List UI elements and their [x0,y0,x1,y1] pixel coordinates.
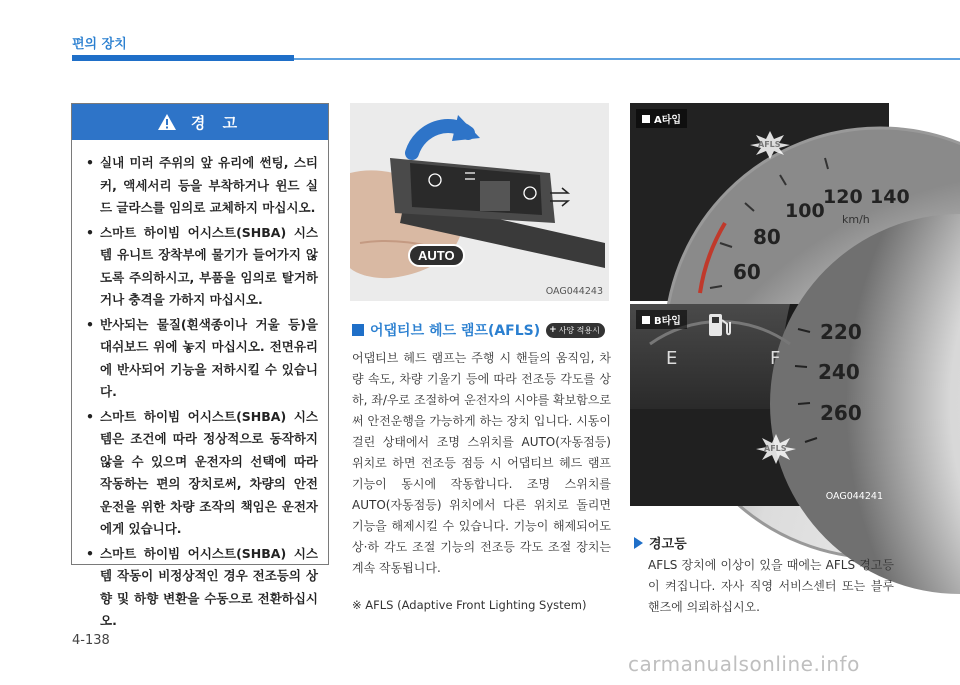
warning-light-heading [634,533,687,552]
header-bar [72,55,294,61]
warning-light-title: 경고등 [649,537,687,552]
speed-label: 60 [733,260,761,284]
type-tag [636,109,687,128]
figure-caption: OAG044241 [825,491,883,502]
plus-icon: + [549,325,557,335]
fuel-pump-icon [706,312,732,338]
afls-note: ※ AFLS (Adaptive Front Lighting System) [352,598,587,612]
afls-description: 어댑티브 헤드 램프는 주행 시 핸들의 움직임, 차량 속도, 차량 기울기 등에 따라 전조등 각도를 상하, 좌/우로 조절하여 운전자의 시야를 확보함으로써 안전운행을 가능하게 하는 장치 입니다. 시동이 걸린 상태에서 조명 스위치를 AUTO(자동점등) 위치로 하면 전조등 점등 시 어댑티브 헤드 램프 기능이 동시에 작동합니다. 조명 스위치를 AUTO(자동점등) 위치에서 다른 위치로 돌리면 기능을 해제시킬 수 있습니다. 기능이 해제되어도 상·하 각도 조절 기능의 전조등 각도 조절 장치는 계속 작동됩니다. [352,351,611,575]
speed-label: 80 [753,225,781,249]
light-switch-figure [350,103,609,301]
afls-warning-label: AFLS [764,444,787,453]
warning-triangle-icon [157,113,177,131]
speed-label: 100 [785,200,825,222]
header-rule [294,58,960,60]
afls-section-title [352,320,605,340]
warning-title: 경 고 [190,113,244,132]
speed-unit: km/h [842,213,870,226]
warning-item: • 실내 미러 주위의 앞 유리에 썬팅, 스티커, 액세서리 등을 부착하거나 윈드 실드 글라스를 임의로 교체하지 마십시오. [86,152,318,220]
speed-label: 220 [820,320,862,344]
section-header-title: 편의 장치 [72,37,127,52]
fuel-full-label: F [770,348,781,369]
warning-item: • 반사되는 물질(흰색종이나 거울 등)을 대쉬보드 위에 놓지 마십시오. 전면유리에 반사되어 기능을 저하시킬 수 있습니다. [86,314,318,404]
triangle-bullet-icon [634,537,643,549]
speed-label: 260 [820,401,862,425]
figure-caption: OAG044243 [545,286,603,297]
page-number: 4-138 [72,633,110,648]
auto-label: AUTO [408,244,465,267]
section-square-icon [352,324,364,336]
type-tag-text: A타입 [654,115,682,126]
type-tag-text: B타입 [654,316,681,327]
cluster-b-figure [630,304,889,506]
speed-label: 140 [870,186,910,208]
tag-square-icon [642,316,650,324]
warning-item: • 스마트 하이빔 어시스트(SHBA) 시스템 유니트 장착부에 물기가 들어가지 않도록 주의하시고, 부품을 임의로 탈거하거나 충격을 가하지 마십시오. [86,222,318,312]
section-title-text: 어댑티브 헤드 램프(AFLS) [370,323,541,339]
option-badge [546,323,605,338]
warning-list [72,140,328,633]
fuel-empty-label: E [666,348,678,369]
warning-header [72,104,328,140]
afls-warning-light-icon [750,131,790,159]
speed-label: 120 [823,186,863,208]
watermark: carmanualsonline.info [628,652,860,676]
tag-square-icon [642,115,650,123]
option-badge-text: 사양 적용시 [558,325,600,335]
warning-box [71,103,329,628]
type-tag [636,310,687,329]
afls-warning-light-icon [756,434,796,464]
warning-item: • 스마트 하이빔 어시스트(SHBA) 시스템은 조건에 따라 정상적으로 동작하지 않을 수 있으며 운전자의 선택에 따라 작동하는 편의 장치로써, 차량의 안전 운전을 위한 차량 조작의 책임은 운전자에게 있습니다. [86,406,318,541]
warning-light-description: AFLS 장치에 이상이 있을 때에는 AFLS 경고등이 켜집니다. 자사 직영 서비스센터 또는 블루핸즈에 의뢰하십시오. [648,558,894,614]
afls-warning-label: AFLS [758,140,781,149]
warning-item: • 스마트 하이빔 어시스트(SHBA) 시스템 작동이 비정상적인 경우 전조등의 상향 및 하향 변환을 수동으로 전환하십시오. [86,543,318,633]
speed-label: 240 [818,360,860,384]
